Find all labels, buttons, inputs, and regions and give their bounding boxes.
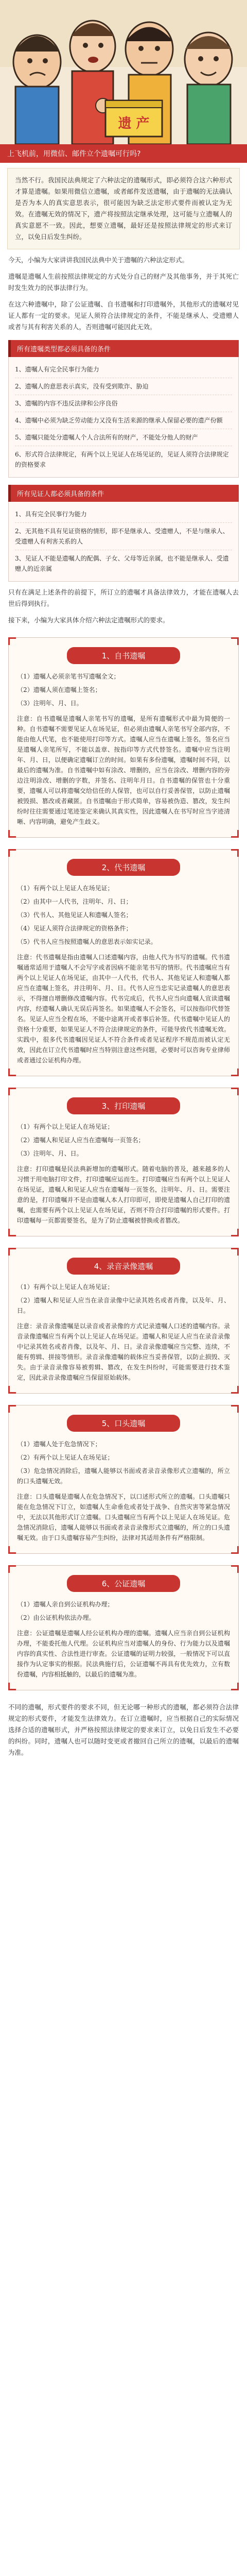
card-title: 1、自书遗嘱 (67, 647, 180, 664)
list-item: 3、见证人不能是遗嘱人的配偶、子女、父母等近亲属，也不能是继承人、受遗赠人的近亲属 (15, 555, 229, 572)
family-dispute-cartoon (0, 0, 247, 144)
card-line: （3）危急情况消除后，遗嘱人能够以书面或者录音录像形式立遗嘱的，所立的口头遗嘱无效。 (17, 1467, 230, 1485)
list-item: 4、遗嘱中必须为缺乏劳动能力又没有生活来源的继承人保留必要的遗产份额 (15, 412, 232, 429)
list-item: 2、无其他不具有见证资格的情形，即不是继承人、受遗赠人，不是与继承人、受遗赠人有利害关系的人 (15, 523, 232, 550)
paragraph-5: 接下来，小编为大家具体介绍六种法定遗嘱形式的要求。 (8, 616, 169, 624)
section-witness-title: 所有见证人都必须具备的条件 (8, 485, 239, 502)
will-type-card-notarized (8, 1565, 239, 1690)
list-item: 6、形式符合法律规定，有两个以上见证人在场见证的，见证人须符合法律规定的资格要求 (15, 451, 229, 468)
will-type-card-self-written (8, 637, 239, 838)
card-line: （1）遗嘱人处于危急情况下； (17, 1440, 101, 1448)
card-title: 3、打印遗嘱 (67, 1097, 180, 1114)
card-line: （2）由其中一人代书，注明年、月、日； (17, 898, 132, 905)
card-line: （1）有两个以上见证人在场见证； (17, 1283, 114, 1291)
card-note: 注意：录音录像遗嘱是以录音或者录像的方式记录遗嘱人口述的遗嘱内容。录音录像遗嘱应当有两个以上见证人在场见证。遗嘱人和见证人应当在录音录像中记录其姓名或者肖像，以及年、月、日。录音录像遗嘱应当完整、连续，不能有剪辑、拼接等情形。录音录像遗嘱的载体应当妥善保管，以防止损毁、灭失。由于录音录像容易被剪辑、篡改，在发生纠纷时，可能需要进行技术鉴定，因此录音录像遗嘱应当保留原始载体。 (17, 1323, 230, 1381)
card-note: 注意：口头遗嘱是遗嘱人在危急情况下，以口述形式所立的遗嘱。口头遗嘱只能在危急情况下订立，如遗嘱人生命垂危或者处于战争、自然灾害等紧急情况中，无法以其他形式订立遗嘱。口头遗嘱应当有两个以上见证人在场见证。危急情况消除后，遗嘱人能够以书面或者录音录像形式立遗嘱的，所立的口头遗嘱无效。由于口头遗嘱容易产生纠纷，法律对其适用条件有严格限制。 (17, 1493, 230, 1541)
card-line: （2）有两个以上见证人在场见证； (17, 1454, 114, 1461)
card-line: （3）注明年、月、日。 (17, 1150, 83, 1157)
will-type-card-dictated (8, 849, 239, 1076)
card-note: 注意：公证遗嘱是遗嘱人经公证机构办理的遗嘱。遗嘱人应当亲自到公证机构办理，不能委托他人代理。公证机构应当对遗嘱人的身份、行为能力以及遗嘱内容的真实性、合法性进行审查。公证遗嘱的证明力较强，一般情况下可以直接作为认定事实的根据。民法典施行后，公证遗嘱不再具有优先效力，立有数份遗嘱，内容相抵触的，以最后的遗嘱为准。 (17, 1630, 230, 1678)
card-line: （2）遗嘱人和见证人应当在录音录像中记录其姓名或者肖像，以及年、月、日。 (17, 1297, 230, 1314)
section-witness-list (8, 502, 239, 582)
card-line: （2）遗嘱人须在遗嘱上签名； (17, 686, 101, 693)
header-illustration (0, 0, 247, 144)
paragraph-3: 在这六种遗嘱中，除了公证遗嘱、自书遗嘱和打印遗嘱外，其他形式的遗嘱对见证人都有一定的要求。见证人须符合法律规定的条件，不能是继承人、受遗赠人或者与其有利害关系的人，否则遗嘱可能因此无效。 (8, 300, 239, 331)
card-line: （3）代书人、其他见证人和遗嘱人签名； (17, 911, 132, 919)
card-line: （3）注明年、月、日。 (17, 700, 83, 707)
character-right (185, 32, 232, 144)
closing-paragraph: 不同的遗嘱，形式要件的要求不同，但无论哪一种形式的遗嘱，都必须符合法律规定的形式要件，才能发生法律效力。在订立遗嘱时，应当根据自己的实际情况选择合适的遗嘱形式，并严格按照法律规定的要求来订立，以免日后发生不必要的纠纷。同时，遗嘱人也可以随时变更或者撤回自己所立的遗嘱，以最后的遗嘱为准。 (8, 1703, 239, 1756)
paragraph-2: 遗嘱是遗嘱人生前按照法律规定的方式处分自己的财产及其他事务，并于其死亡时发生效力的民事法律行为。 (8, 273, 239, 292)
list-item: 1、遗嘱人有完全民事行为能力 (15, 361, 232, 378)
card-line: （2）由公证机构依法办理。 (17, 1614, 95, 1621)
card-title: 2、代书遗嘱 (67, 859, 180, 876)
list-item: 3、遗嘱的内容不违反法律和公序良俗 (15, 395, 232, 412)
card-note: 注意：代书遗嘱是指由遗嘱人口述遗嘱内容，由他人代为书写的遗嘱。代书遗嘱通常适用于遗嘱人不会写字或者因病不能亲笔书写的情形。代书遗嘱应当有两个以上见证人在场见证，由其中一人代书，代书人、其他见证人和遗嘱人都应当在遗嘱上签名，并注明年、月、日。代书人应当忠实记录遗嘱人的意思表示，不得擅自增删修改遗嘱内容。代书完成后，代书人应当向遗嘱人宣读遗嘱内容，经遗嘱人确认无误后再签名。如果遗嘱人不会签名，可以按指印代替签名。见证人应当全程在场，不能中途离开或者事后补签。代书遗嘱中见证人的资格十分重要，如果见证人不符合法律规定的条件，可能导致代书遗嘱无效。实践中，很多代书遗嘱因见证人不符合条件或者见证程序不规范而被认定无效，因此在订立代书遗嘱时应当特别注意这些问题，必要时可以咨询专业律师或者通过公证机构办理。 (17, 954, 230, 1064)
will-type-card-printed (8, 1088, 239, 1236)
intro-box: 当然不行。我国民法典规定了六种法定的遗嘱形式，即必须符合这六种形式才算是遗嘱。如果用微信立遗嘱，或者邮件发送遗嘱，由于遗嘱的无法确认是否为本人的真实意思表示，很可能因为缺乏法定形式要件而被认定为无效。在遗嘱无效的情况下，遗产将按照法定继承处理，这可能与立遗嘱人的真实意愿不一致。因此，想要立遗嘱，最好还是按照法律规定的形式来订立，以免日后发生纠纷。 (7, 168, 240, 249)
card-note: 注意：自书遗嘱是遗嘱人亲笔书写的遗嘱，是所有遗嘱形式中最为简便的一种。自书遗嘱不需要见证人在场见证，但必须由遗嘱人亲笔书写全部内容，不能由他人代笔，也不能使用打印等方式。遗嘱人应当在遗嘱上签名，签名应当是遗嘱人亲笔所写，不能以盖章、按指印等方式代替签名。遗嘱中应当注明年、月、日，以便确定遗嘱订立的时间。如果有多份遗嘱，遗嘱时间不同，以最后的遗嘱为准。自书遗嘱中如有涂改、增删的，应当在涂改、增删内容的旁边注明涂改、增删的字数，并签名、注明年月日。自书遗嘱的保管也十分重要，遗嘱人可以将遗嘱交给信任的人保管，也可以自行妥善保管，以防止遗嘱被毁损、篡改或者藏匿。自书遗嘱由于形式简单，容易被伪造、篡改，发生纠纷时往往需要通过笔迹鉴定来确认其真实性，因此遗嘱人在书写时应当字迹清晰、内容明确，避免产生歧义。 (17, 715, 230, 825)
section-all-list (8, 357, 239, 478)
will-type-card-audio-video (8, 1248, 239, 1394)
character-left (13, 35, 61, 144)
list-item: 5、遗嘱只能处分遗嘱人个人合法所有的财产，不能处分他人的财产 (15, 429, 232, 446)
card-title: 6、公证遗嘱 (67, 1575, 180, 1592)
list-item: 2、遗嘱人的意思表示真实，没有受到欺诈、胁迫 (15, 378, 232, 395)
inheritance-box-text: 遗 产 (118, 116, 150, 131)
section-all-title: 所有遗嘱类型都必须具备的条件 (8, 340, 239, 357)
question-banner: 上飞机前，用微信、邮件立个遗嘱可行吗? (0, 144, 247, 163)
card-line: （2）遗嘱人和见证人应当在遗嘱每一页签名； (17, 1137, 145, 1144)
paragraph-4: 只有在满足上述条件的前提下，所订立的遗嘱才具备法律效力，才能在遗嘱人去世后得到执行。 (8, 588, 239, 607)
will-type-card-oral (8, 1405, 239, 1554)
card-line: （5）代书人应当按照遗嘱人的意思表示如实记录。 (17, 938, 157, 945)
card-line: （1）遗嘱人亲自到公证机构办理； (17, 1601, 114, 1608)
card-line: （1）有两个以上见证人在场见证； (17, 885, 114, 892)
card-line: （1）有两个以上见证人在场见证； (17, 1123, 114, 1130)
card-note: 注意：打印遗嘱是民法典新增加的遗嘱形式。随着电脑的普及，越来越多的人习惯于用电脑打印文件，打印遗嘱应运而生。打印遗嘱应当有两个以上见证人在场见证，遗嘱人和见证人应当在遗嘱每一页签名，注明年、月、日。需要注意的是，打印遗嘱并不是由遗嘱人本人打印即可，即使是遗嘱人自己打印的遗嘱，也需要有两个以上见证人在场见证，否则不符合打印遗嘱的形式要件。打印遗嘱每一页都需要签名，是为了防止遗嘱被替换或者篡改。 (17, 1165, 230, 1224)
card-line: （1）遗嘱人必须亲笔书写遗嘱全文； (17, 673, 120, 680)
card-title: 5、口头遗嘱 (67, 1415, 180, 1432)
card-title: 4、录音录像遗嘱 (67, 1258, 180, 1275)
card-line: （4）见证人须符合法律规定的资格条件； (17, 925, 132, 932)
list-item: 1、具有完全民事行为能力 (15, 506, 232, 523)
paragraph-1: 今天，小编为大家讲讲我国民法典中关于遗嘱的六种法定形式。 (8, 256, 189, 264)
